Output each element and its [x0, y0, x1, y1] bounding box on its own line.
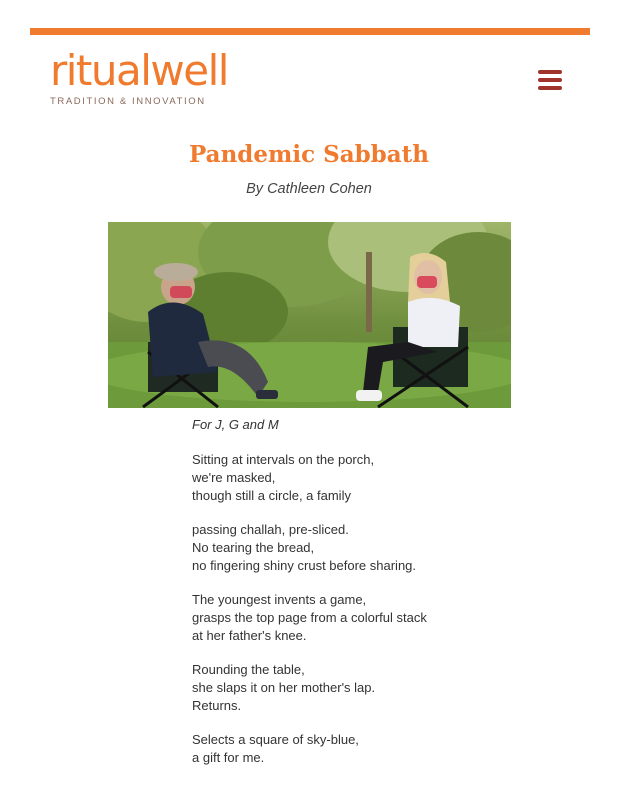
- article-photo: [108, 222, 511, 408]
- menu-button[interactable]: [538, 70, 566, 94]
- poem-line: The youngest invents a game,: [192, 592, 367, 607]
- poem-dedication: For J, G and M: [192, 417, 279, 432]
- photo-two-women-masked-outdoors: [108, 222, 511, 408]
- hamburger-menu-icon: [538, 70, 566, 90]
- poem-line: though still a circle, a family: [192, 488, 351, 503]
- poem-stanza-2: [192, 521, 592, 575]
- poem-stanza-3: [192, 591, 592, 645]
- poem-line: Returns.: [192, 698, 242, 713]
- poem-line: No tearing the bread,: [192, 540, 315, 555]
- poem-line: Selects a square of sky-blue,: [192, 732, 359, 747]
- poem-line: she slaps it on her mother's lap.: [192, 680, 376, 695]
- poem-line: we're masked,: [192, 470, 276, 485]
- author-byline: By Cathleen Cohen: [246, 181, 372, 197]
- poem-line: grasps the top page from a colorful stack: [192, 610, 427, 625]
- poem-line: no fingering shiny crust before sharing.: [192, 558, 417, 573]
- top-accent-bar: [30, 28, 590, 35]
- poem-line: a gift for me.: [192, 750, 265, 765]
- logo-wordmark: ritualwell: [50, 46, 228, 95]
- poem-stanza-5: [192, 731, 592, 767]
- poem-stanza-4: [192, 661, 592, 715]
- logo-tagline: TRADITION & INNOVATION: [50, 96, 206, 107]
- poem-line: Sitting at intervals on the porch,: [192, 452, 375, 467]
- site-logo[interactable]: [50, 48, 228, 107]
- poem-line: passing challah, pre-sliced.: [192, 522, 349, 537]
- poem-body: [192, 416, 592, 783]
- poem-line: Rounding the table,: [192, 662, 305, 677]
- poem-stanza-1: [192, 451, 592, 505]
- page-title: Pandemic Sabbath: [188, 141, 430, 168]
- poem-line: at her father's knee.: [192, 628, 307, 643]
